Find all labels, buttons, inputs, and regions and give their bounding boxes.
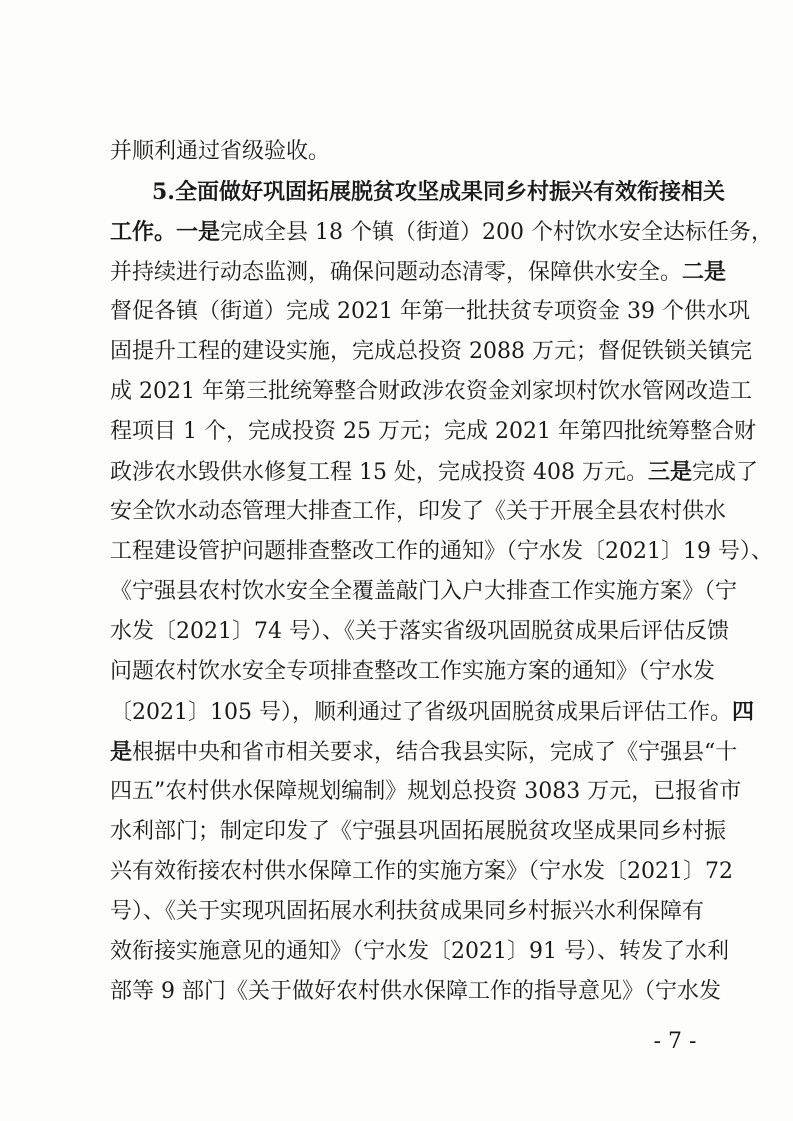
bold-text-segment: 5.全面做好巩固拓展脱贫攻坚成果同乡村振兴有效衔接相关 (152, 179, 725, 205)
text-line (110, 372, 752, 412)
text-segment: 政涉农水毁供水修复工程 15 处，完成投资 408 万元。 (110, 460, 648, 485)
text-segment: 固提升工程的建设实施，完成总投资 2088 万元；督促铁锁关镇完 (110, 339, 752, 364)
text-segment: 问题农村饮水安全专项排查整改工作实施方案的通知》（宁水发 (110, 659, 716, 684)
text-line (110, 532, 773, 572)
bold-text-segment: 是 (110, 739, 133, 765)
text-segment: 安全饮水动态管理大排查工作，印发了《关于开展全县农村供水 (110, 499, 727, 524)
text-line (110, 852, 733, 892)
text-line (110, 692, 754, 732)
text-line (110, 652, 716, 692)
text-line (110, 172, 725, 212)
bold-text-segment: 工作。 (110, 219, 177, 245)
bold-text-segment: 一是 (176, 219, 221, 245)
bold-text-segment: 三是 (647, 459, 692, 485)
text-segment: 督促各镇（街道）完成 2021 年第一批扶贫专项资金 39 个供水巩 (110, 299, 750, 324)
text-line (110, 332, 752, 372)
text-line (110, 452, 758, 492)
text-line (110, 132, 700, 172)
text-line (110, 572, 738, 612)
text-line (110, 732, 738, 772)
text-segment: 号）、《关于实现巩固拓展水利扶贫成果同乡村振兴水利保障有 (110, 899, 705, 924)
bold-text-segment: 二是 (682, 259, 727, 285)
text-segment: 部等 9 部门《关于做好农村供水保障工作的指导意见》（宁水发 (110, 979, 721, 1004)
text-line (110, 292, 750, 332)
text-segment: 兴有效衔接农村供水保障工作的实施方案》（宁水发〔2021〕72 (110, 859, 733, 884)
text-segment: 完成全县 18 个镇（街道）200 个村饮水安全达标任务， (220, 220, 773, 245)
text-line (110, 252, 727, 292)
text-line (110, 932, 729, 972)
text-segment: 〔2021〕105 号），顺利通过了省级巩固脱贫成果后评估工作。 (110, 700, 732, 725)
text-line (110, 412, 756, 452)
text-line (110, 212, 773, 252)
text-segment: 水利部门；制定印发了《宁强县巩固拓展脱贫攻坚成果同乡村振 (110, 819, 727, 844)
text-segment: 程项目 1 个，完成投资 25 万元；完成 2021 年第四批统筹整合财 (110, 419, 756, 444)
text-segment: 并持续进行动态监测，确保问题动态清零，保障供水安全。 (110, 260, 683, 285)
text-segment: 并顺利通过省级验收。 (110, 139, 331, 164)
page-number: - 7 - (653, 1029, 697, 1054)
text-line (110, 612, 729, 652)
text-line (110, 772, 742, 812)
text-segment: 水发〔2021〕74 号）、《关于落实省级巩固脱贫成果后评估反馈 (110, 619, 729, 644)
text-segment: 工程建设管护问题排查整改工作的通知》（宁水发〔2021〕19 号）、 (110, 539, 773, 564)
text-line (110, 492, 727, 532)
text-segment: 成 2021 年第三批统筹整合财政涉农资金刘家坝村饮水管网改造工 (110, 379, 752, 404)
text-line (110, 972, 721, 1012)
text-segment: 效衔接实施意见的通知》（宁水发〔2021〕91 号）、转发了水利 (110, 939, 729, 964)
body-text (110, 132, 773, 1012)
text-line (110, 892, 705, 932)
bold-text-segment: 四 (731, 699, 754, 725)
text-segment: 《宁强县农村饮水安全全覆盖敲门入户大排查工作实施方案》（宁 (110, 579, 738, 604)
text-segment: 完成了 (691, 460, 758, 485)
text-segment: 根据中央和省市相关要求，结合我县实际，完成了《宁强县“十 (132, 740, 738, 765)
text-segment: 四五”农村供水保障规划编制》规划总投资 3083 万元，已报省市 (110, 779, 742, 804)
text-line (110, 812, 727, 852)
